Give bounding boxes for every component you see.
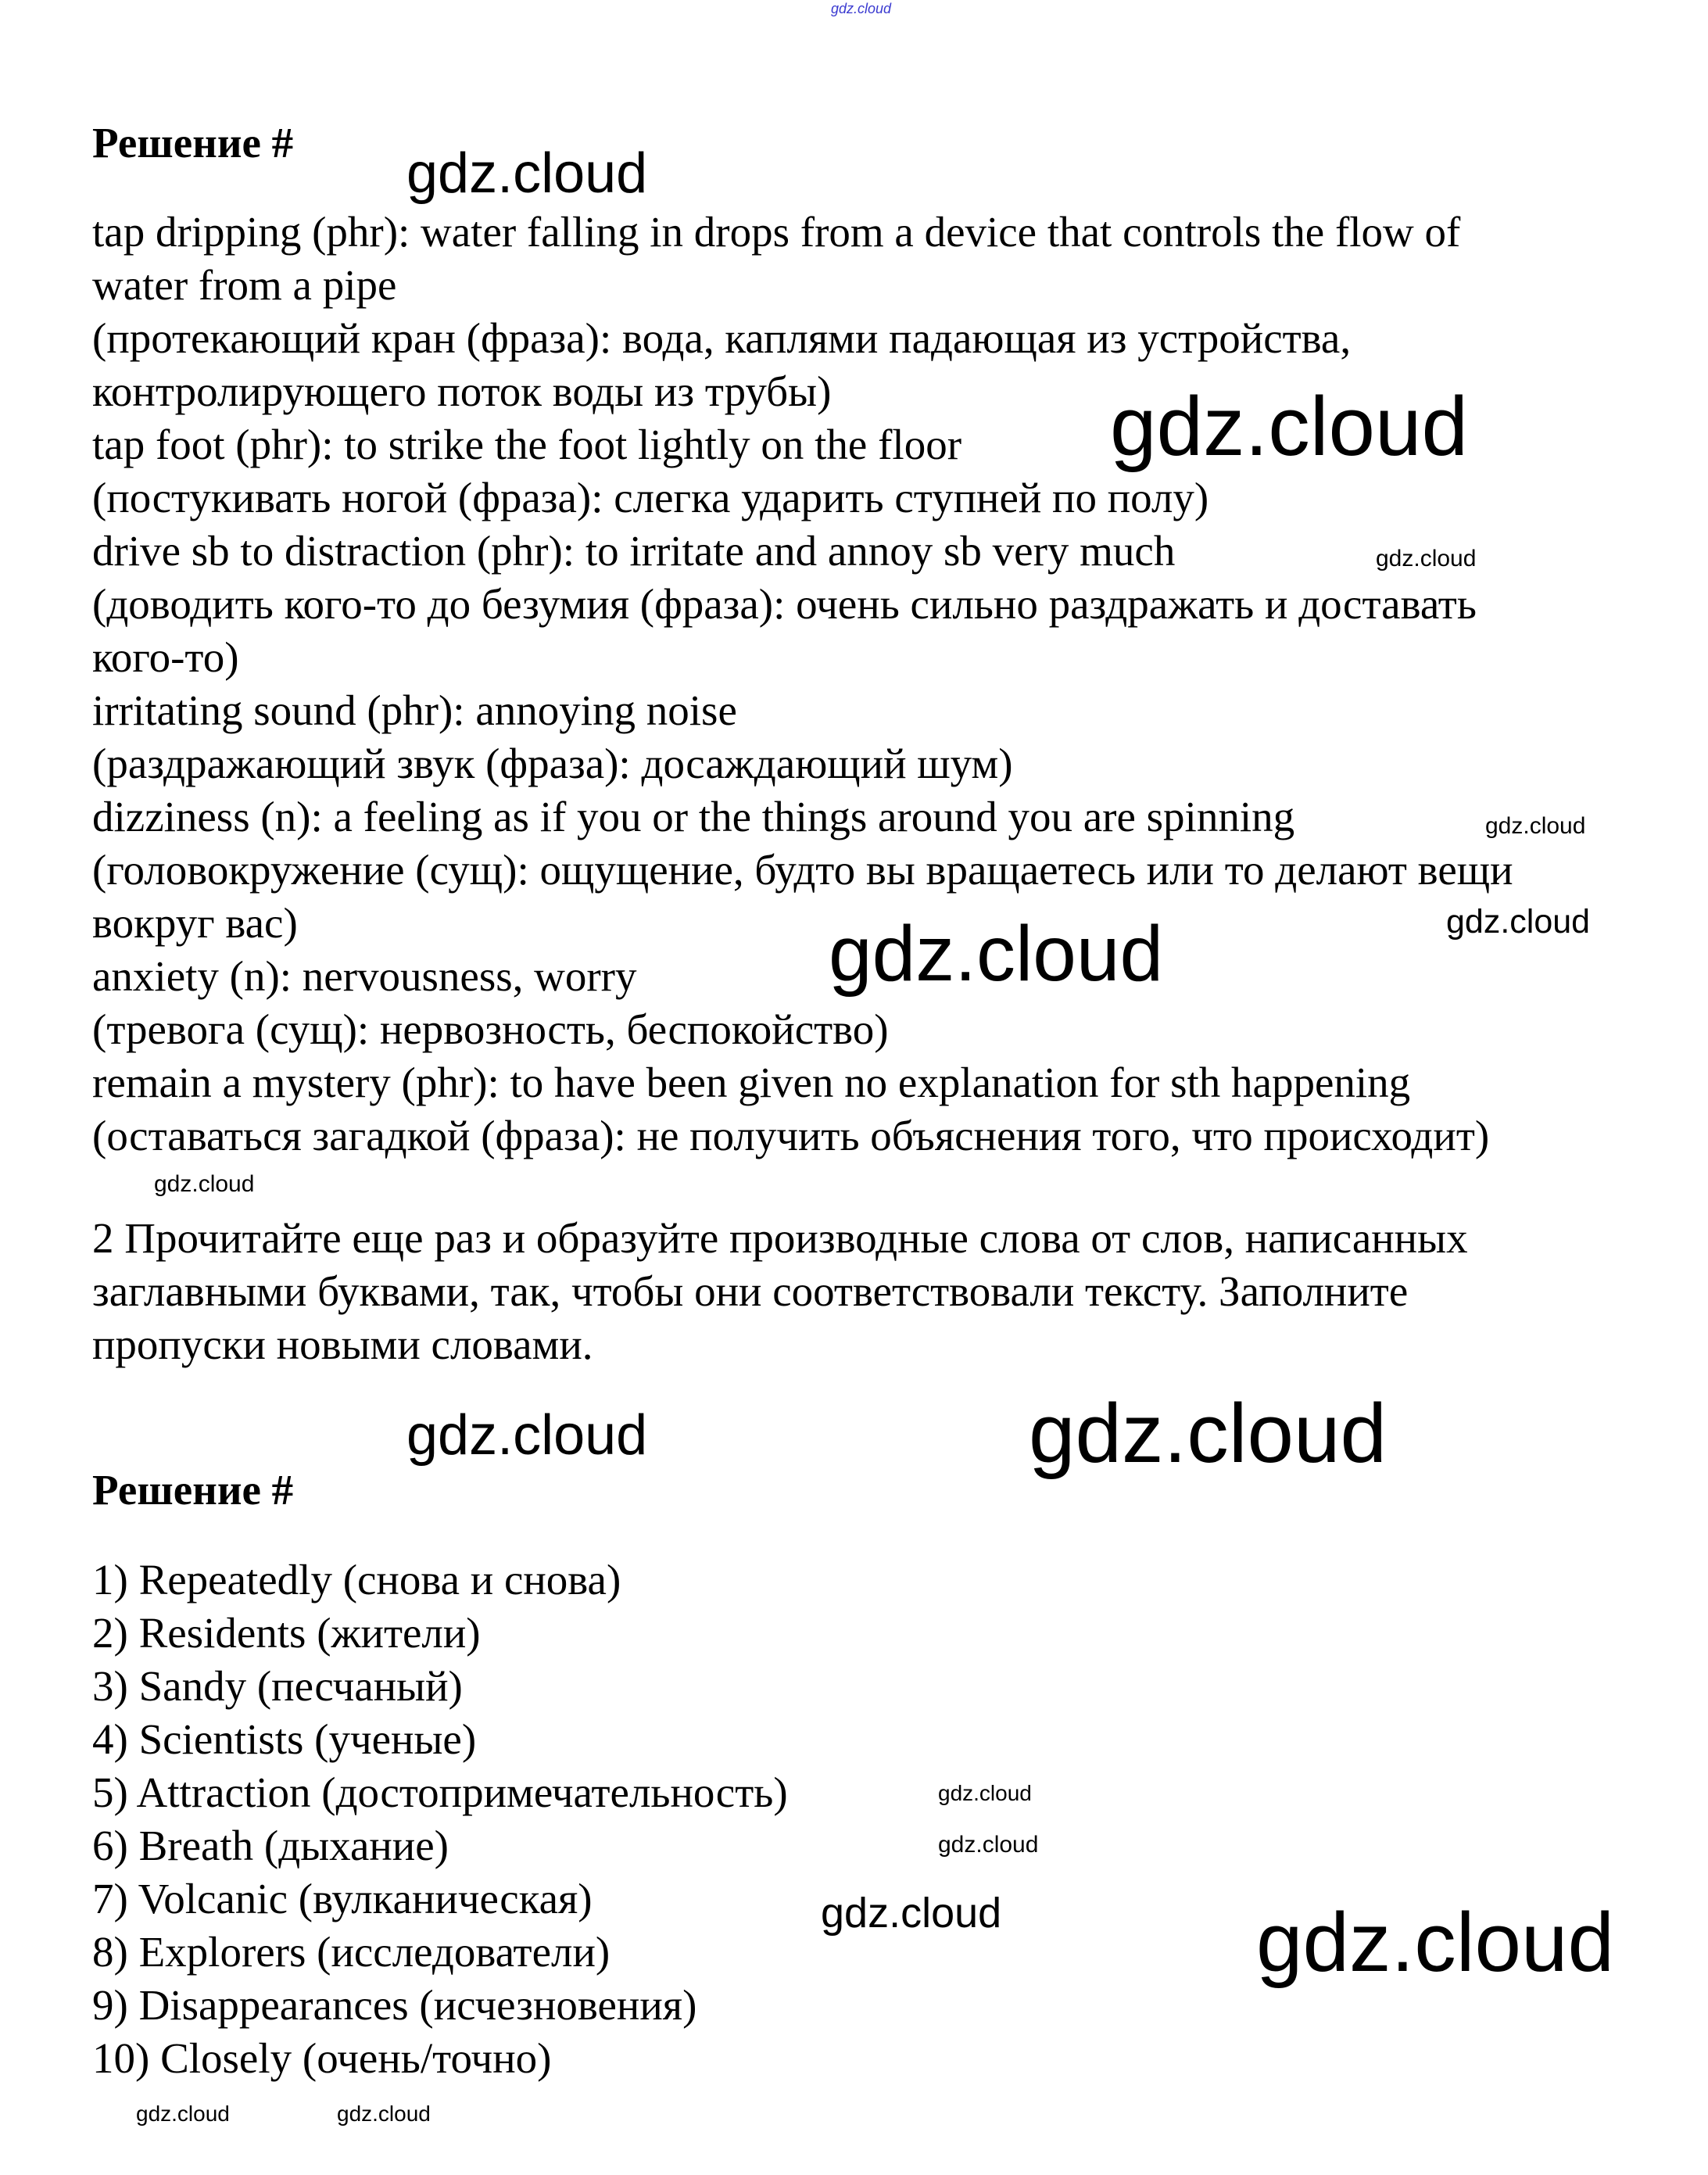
text-line: пропуски новыми словами.: [92, 1320, 593, 1368]
text-line: (тревога (сущ): нервозность, беспокойство): [92, 1005, 889, 1053]
watermark: gdz.cloud: [938, 1781, 1032, 1805]
text-line: (раздражающий звук (фраза): досаждающий шум): [92, 740, 1013, 787]
watermark: gdz.cloud: [1376, 546, 1477, 572]
text-line: (постукивать ногой (фраза): слегка ударить ступней по полу): [92, 474, 1209, 521]
text-line: кого-то): [92, 633, 239, 681]
watermark: gdz.cloud: [821, 1890, 1002, 1937]
text-line: tap dripping (phr): water falling in drops from a device that controls the flow of: [92, 208, 1461, 256]
watermark: gdz.cloud: [1110, 379, 1469, 473]
text-line: (доводить кого-то до безумия (фраза): очень сильно раздражать и доставать: [92, 580, 1477, 628]
watermark: gdz.cloud: [1446, 903, 1591, 941]
answer-item: 6) Breath (дыхание): [92, 1822, 449, 1869]
watermark: gdz.cloud: [1485, 813, 1586, 839]
answer-item: 10) Closely (очень/точно): [92, 2034, 552, 2082]
text-line: (оставаться загадкой (фраза): не получить объяснения того, что происходит): [92, 1112, 1490, 1159]
solution-heading-1: Решение #: [92, 119, 294, 167]
answer-item: 2) Residents (жители): [92, 1609, 481, 1657]
answer-item: 7) Volcanic (вулканическая): [92, 1875, 593, 1922]
watermark: gdz.cloud: [136, 2102, 230, 2126]
watermark: gdz.cloud: [1029, 1386, 1388, 1480]
text-line: drive sb to distraction (phr): to irritate and annoy sb very much: [92, 527, 1176, 575]
header-watermark: gdz.cloud: [831, 1, 892, 16]
text-line: irritating sound (phr): annoying noise: [92, 686, 737, 734]
answer-item: 9) Disappearances (исчезновения): [92, 1981, 697, 2029]
answer-item: 4) Scientists (ученые): [92, 1715, 477, 1763]
watermark: gdz.cloud: [406, 1404, 648, 1467]
text-line: вокруг вас): [92, 899, 298, 947]
text-line: (протекающий кран (фраза): вода, каплями падающая из устройства,: [92, 314, 1352, 362]
text-line: water from a pipe: [92, 261, 397, 309]
watermark: gdz.cloud: [154, 1171, 255, 1197]
text-line: anxiety (n): nervousness, worry: [92, 952, 637, 1000]
watermark: gdz.cloud: [938, 1832, 1039, 1858]
text-line: контролирующего поток воды из трубы): [92, 367, 832, 415]
answer-item: 3) Sandy (песчаный): [92, 1662, 463, 1710]
watermark: gdz.cloud: [1256, 1895, 1615, 1989]
solution-heading-2: Решение #: [92, 1466, 294, 1514]
watermark: gdz.cloud: [829, 910, 1164, 998]
watermark: gdz.cloud: [406, 142, 648, 205]
answer-item: 1) Repeatedly (снова и снова): [92, 1556, 621, 1603]
answer-item: 8) Explorers (исследователи): [92, 1928, 611, 1976]
text-line: dizziness (n): a feeling as if you or the things around you are spinning: [92, 793, 1295, 840]
text-line: заглавными буквами, так, чтобы они соответствовали тексту. Заполните: [92, 1267, 1409, 1315]
text-line: (головокружение (сущ): ощущение, будто вы вращаетесь или то делают вещи: [92, 846, 1513, 894]
text-line: tap foot (phr): to strike the foot lightly on the floor: [92, 421, 962, 468]
text-line: 2 Прочитайте еще раз и образуйте производные слова от слов, написанных: [92, 1214, 1468, 1262]
watermark: gdz.cloud: [337, 2102, 431, 2126]
text-line: remain a mystery (phr): to have been given no explanation for sth happening: [92, 1059, 1411, 1106]
answer-item: 5) Attraction (достопримечательность): [92, 1768, 788, 1816]
